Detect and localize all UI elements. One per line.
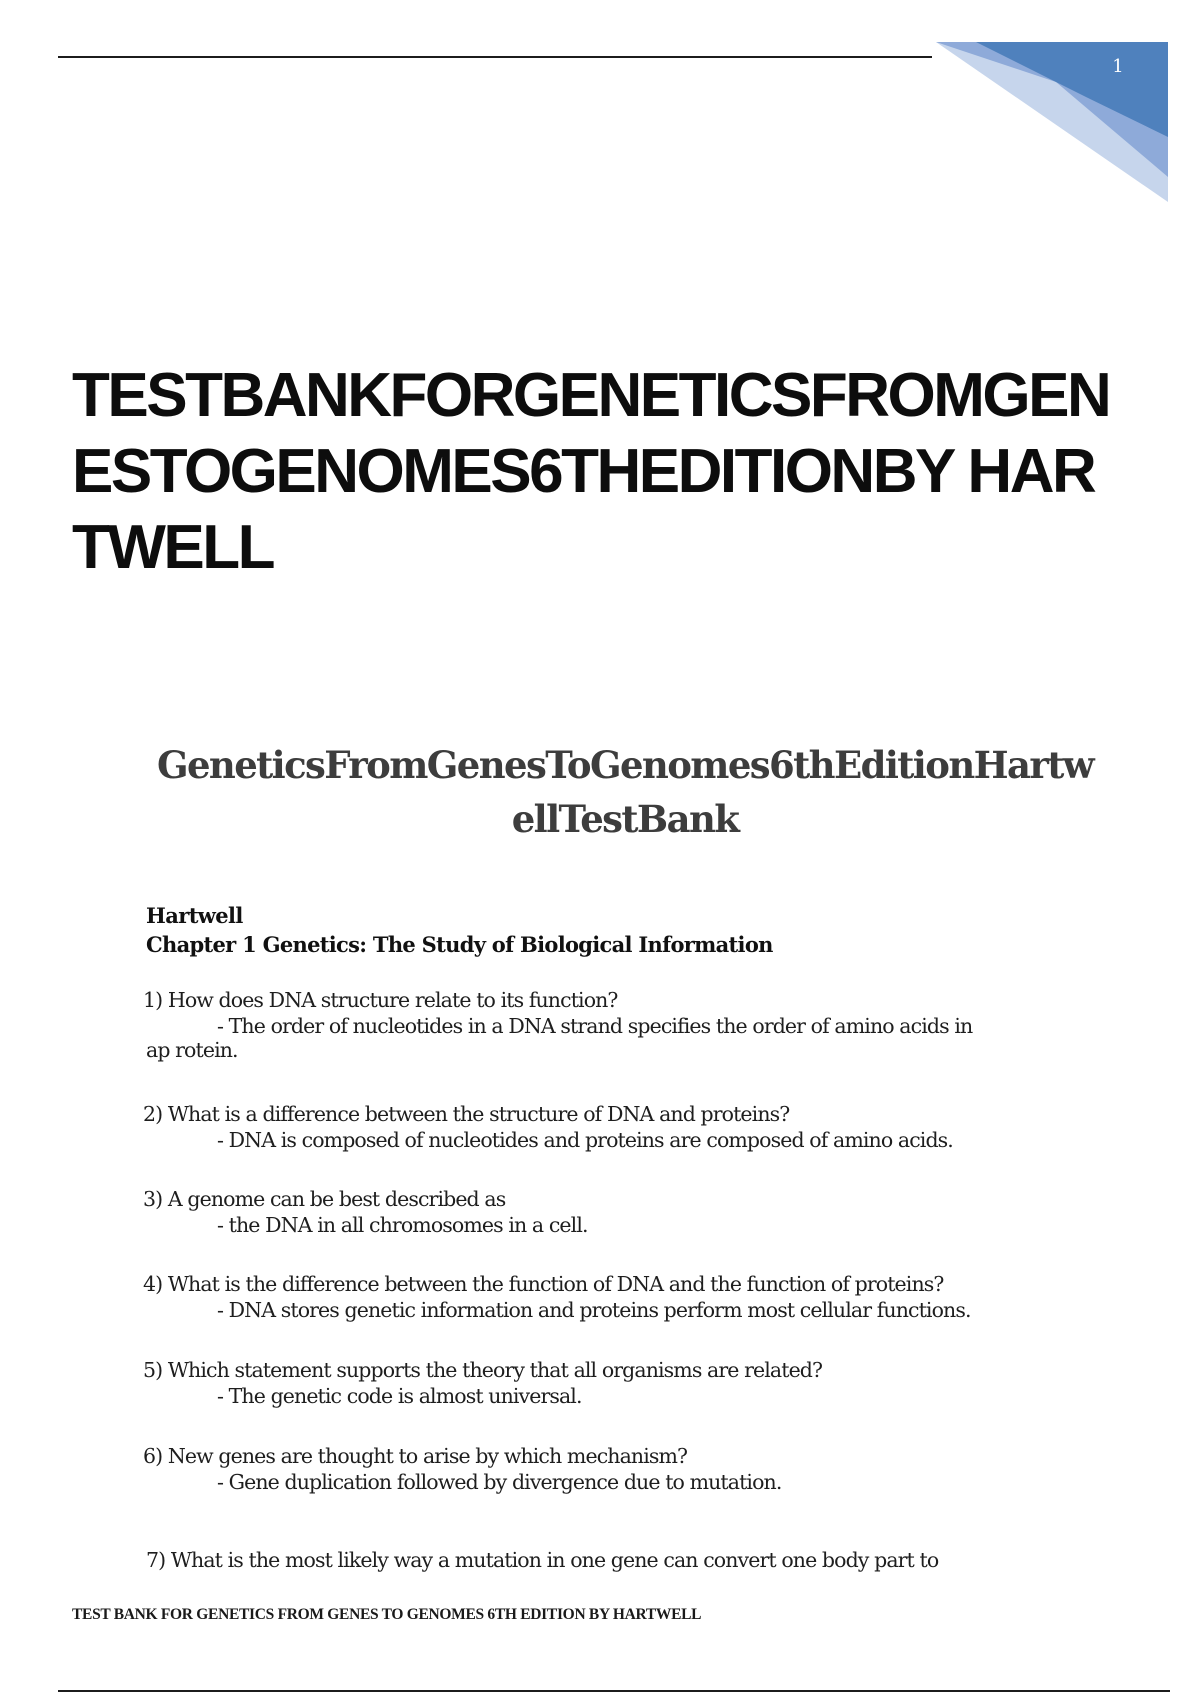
answer-text: - Gene duplication followed by divergence due to mutation. — [217, 1470, 782, 1494]
question-item-5 — [143, 1356, 1043, 1408]
header-rule — [58, 56, 932, 58]
question-text: 1) How does DNA structure relate to its function? — [143, 988, 618, 1012]
question-item-3 — [143, 1185, 1043, 1237]
footer-rule — [58, 1690, 1170, 1692]
answer-continuation: ap rotein. — [146, 1038, 238, 1062]
question-text: 2) What is a difference between the structure of DNA and proteins? — [143, 1102, 790, 1126]
question-item-2 — [143, 1100, 1043, 1152]
page-corner-graphic — [936, 42, 1168, 202]
question-item-7 — [146, 1546, 1046, 1574]
footer-title: TEST BANK FOR GENETICS FROM GENES TO GENOMES 6TH EDITION BY HARTWELL — [72, 1606, 702, 1623]
question-text: 3) A genome can be best described as — [143, 1187, 506, 1211]
question-item-6 — [143, 1442, 1043, 1494]
question-item-4 — [143, 1270, 1043, 1322]
answer-text: - The order of nucleotides in a DNA strand specifies the order of amino acids in — [217, 1014, 973, 1038]
question-item-1 — [143, 986, 1043, 1062]
answer-text: - DNA is composed of nucleotides and proteins are composed of amino acids. — [217, 1128, 953, 1152]
question-text: 6) New genes are thought to arise by which mechanism? — [143, 1444, 688, 1468]
document-title: TESTBANKFORGENETICSFROMGENESTOGENOMES6THEDITIONBY HARTWELL — [72, 361, 1110, 582]
document-subtitle: GeneticsFromGenesToGenomes6thEditionHartwellTestBank — [156, 743, 1093, 841]
page-number: 1 — [1112, 56, 1124, 77]
answer-text: - the DNA in all chromosomes in a cell. — [217, 1213, 588, 1237]
answer-text: - DNA stores genetic information and proteins perform most cellular functions. — [217, 1298, 971, 1322]
question-text: 5) Which statement supports the theory that all organisms are related? — [143, 1358, 823, 1382]
question-text: 4) What is the difference between the function of DNA and the function of proteins? — [143, 1272, 944, 1296]
author-name: Hartwell — [146, 903, 243, 928]
question-text: 7) What is the most likely way a mutation in one gene can convert one body part to — [146, 1548, 939, 1572]
answer-text: - The genetic code is almost universal. — [217, 1384, 582, 1408]
chapter-heading: Chapter 1 Genetics: The Study of Biological Information — [146, 932, 773, 957]
